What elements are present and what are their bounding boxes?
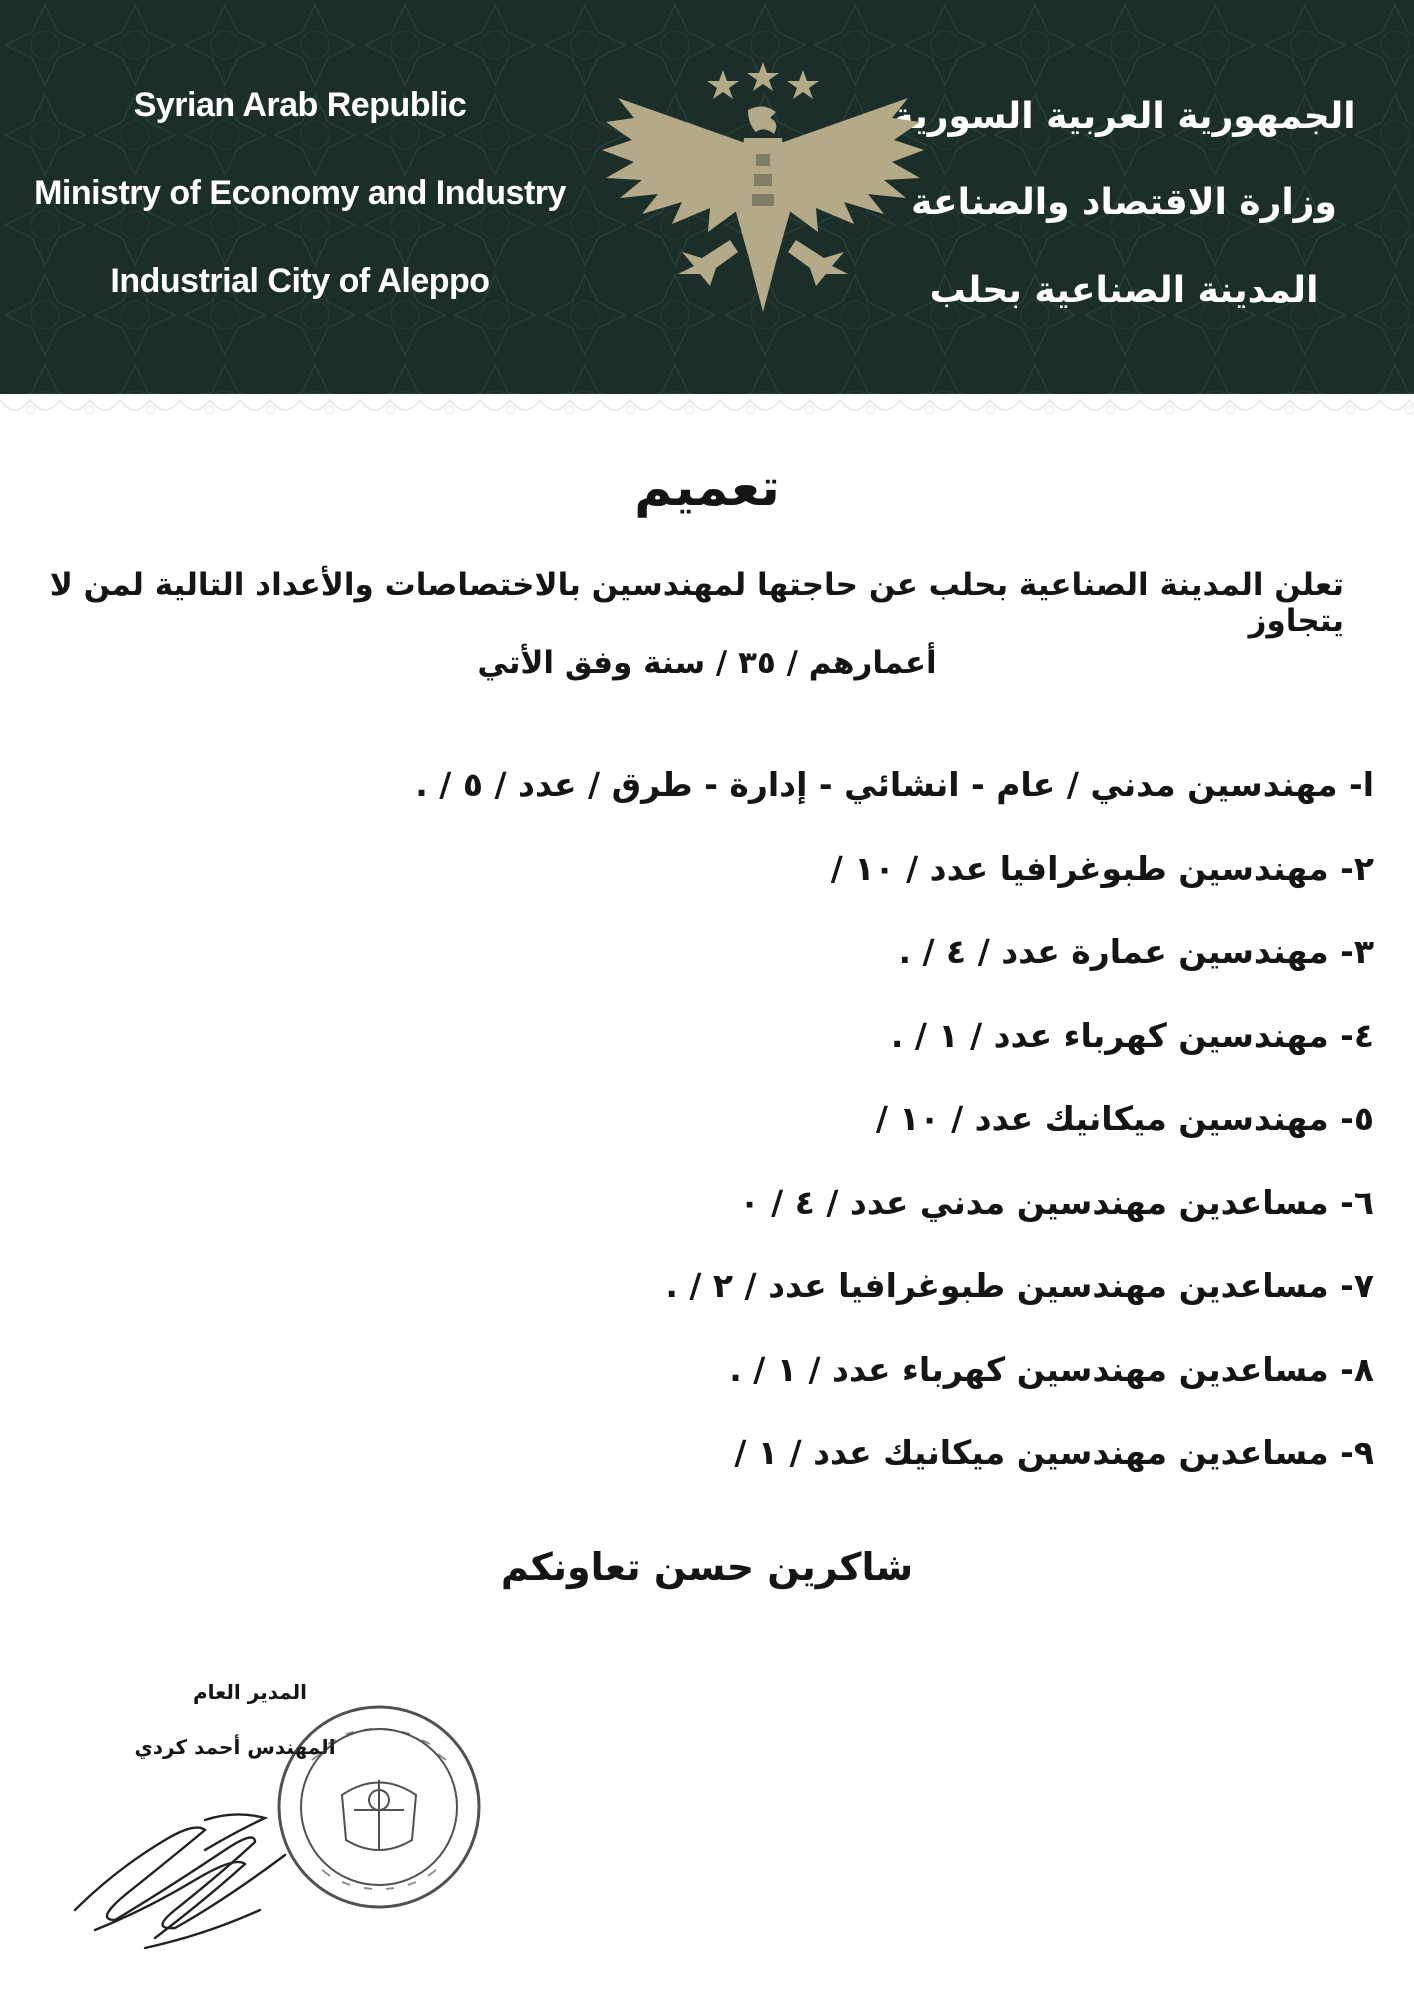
header-ar-line-2: وزارة الاقتصاد والصناعة bbox=[911, 182, 1337, 223]
signatory-name: المهندس أحمد كردي bbox=[134, 1735, 336, 1759]
notice-intro-line-1: تعلن المدينة الصناعية بحلب عن حاجتها لمهندسين بالاختصاصات والأعداد التالية لمن لا يتجاوز bbox=[49, 567, 1344, 639]
list-item: ٩- مساعدين مهندسين ميكانيك عدد / ١ / bbox=[734, 1433, 1374, 1472]
header-ar-line-3: المدينة الصناعية بحلب bbox=[929, 270, 1319, 311]
list-item: ٢- مهندسين طبوغرافيا عدد / ١٠ / bbox=[830, 848, 1374, 888]
list-item: ٤- مهندسين كهرباء عدد / ١ / . bbox=[890, 1015, 1374, 1055]
eagle-emblem-icon bbox=[598, 62, 928, 322]
list-item: ٨- مساعدين مهندسين كهرباء عدد / ١ / . bbox=[729, 1349, 1374, 1389]
header-en-line-3: Industrial City of Aleppo bbox=[110, 262, 490, 300]
official-stamp-icon bbox=[272, 1700, 487, 1915]
header-ar-line-1: الجمهورية العربية السورية bbox=[892, 96, 1356, 137]
list-item: ٦- مساعدين مهندسين مدني عدد / ٤ / ٠ bbox=[739, 1182, 1374, 1222]
letterhead-band bbox=[0, 0, 1414, 394]
notice-title: تعميم bbox=[634, 458, 780, 518]
list-item: ا- مهندسين مدني / عام - انشائي - إدارة - طرق / عدد / ٥ / . bbox=[415, 765, 1374, 804]
list-item: ٥- مهندسين ميكانيك عدد / ١٠ / bbox=[875, 1099, 1374, 1138]
decorative-border bbox=[0, 394, 1414, 424]
header-en-line-1: Syrian Arab Republic bbox=[133, 86, 467, 124]
list-item: ٧- مساعدين مهندسين طبوغرافيا عدد / ٢ / . bbox=[665, 1266, 1374, 1305]
notice-intro-line-2: أعمارهم / ٣٥ / سنة وفق الأتي bbox=[477, 645, 937, 681]
signatory-role: المدير العام bbox=[192, 1680, 308, 1704]
vacancy-list bbox=[74, 760, 1374, 1512]
closing-thanks: شاكرين حسن تعاونكم bbox=[500, 1545, 914, 1589]
header-en-line-2: Ministry of Economy and Industry bbox=[34, 174, 566, 212]
list-item: ٣- مهندسين عمارة عدد / ٤ / . bbox=[898, 932, 1374, 971]
